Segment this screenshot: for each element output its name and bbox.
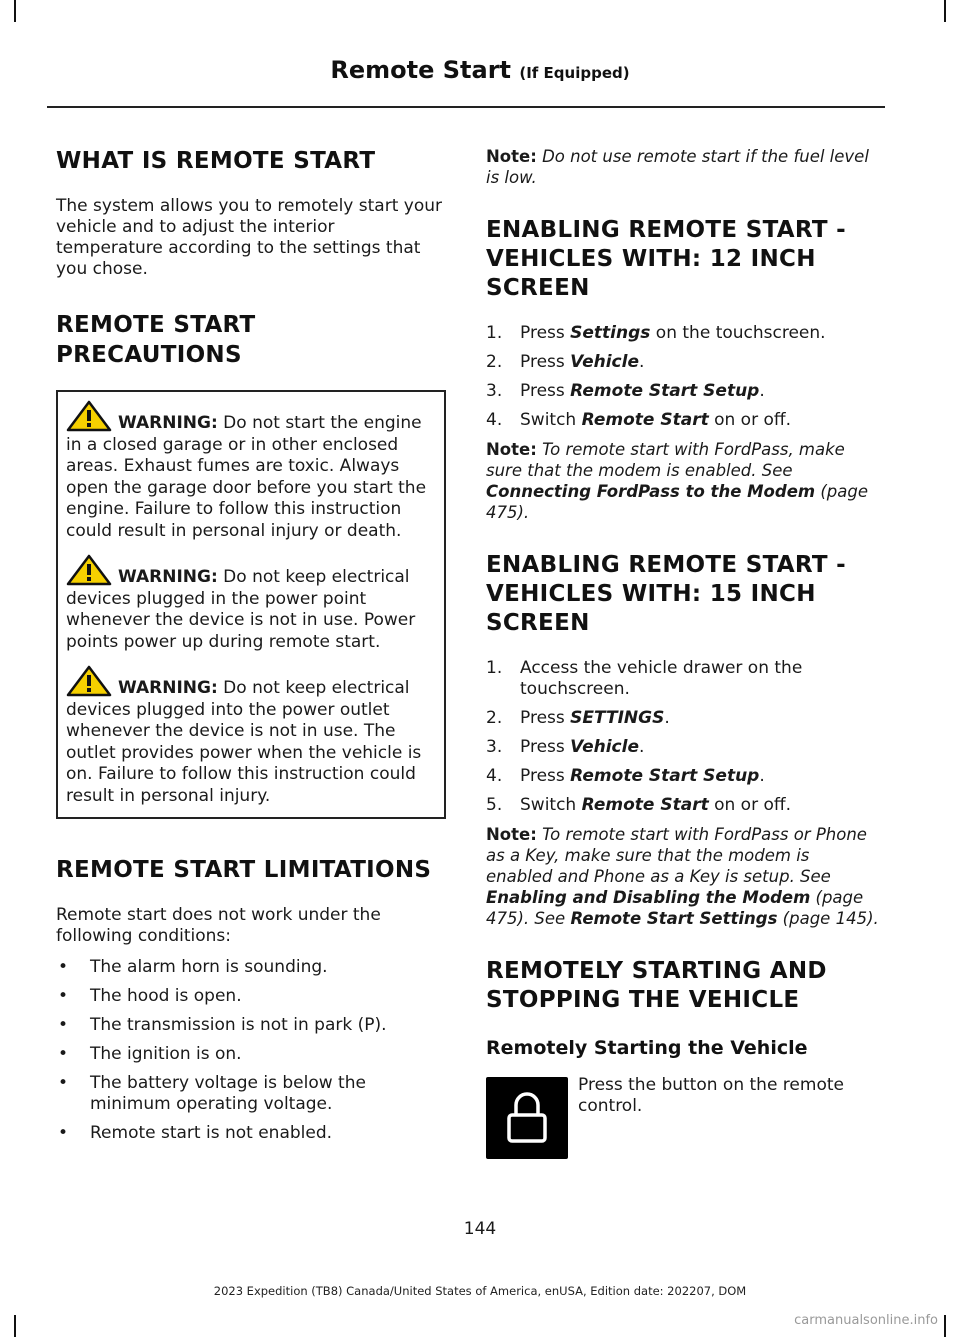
page-number: 144 bbox=[463, 1219, 497, 1239]
crop-mark bbox=[14, 0, 16, 22]
list-item: • The hood is open. bbox=[58, 986, 242, 1006]
heading-limitations: REMOTE START LIMITATIONS bbox=[56, 857, 432, 883]
link-enabling-modem[interactable]: Enabling and Disabling the Modem bbox=[486, 888, 811, 907]
left-column bbox=[56, 146, 446, 1152]
list-item: 4. Switch Remote Start on or off. bbox=[486, 410, 791, 430]
limitations-list bbox=[56, 957, 446, 1144]
list-item: • The ignition is on. bbox=[58, 1044, 242, 1064]
list-item: • Remote start is not enabled. bbox=[58, 1123, 333, 1143]
page-header bbox=[0, 56, 960, 84]
link-remote-start-settings[interactable]: Remote Start Settings bbox=[570, 909, 778, 928]
crop-mark bbox=[944, 0, 946, 22]
list-item: 3. Press Remote Start Setup. bbox=[486, 381, 765, 401]
crop-mark bbox=[944, 1315, 946, 1337]
list-item: 4. Press Remote Start Setup. bbox=[486, 766, 765, 786]
list-item: 5. Switch Remote Start on or off. bbox=[486, 795, 791, 815]
heading-enable-15inch: ENABLING REMOTE START - VEHICLES WITH: 15 INCH SCREEN bbox=[486, 552, 846, 636]
warning-triangle-icon bbox=[66, 400, 112, 432]
heading-what-is-remote-start: WHAT IS REMOTE START bbox=[56, 148, 376, 174]
warning-triangle-icon bbox=[66, 554, 112, 586]
heading-remotely-starting: REMOTELY STARTING AND STOPPING THE VEHICLE bbox=[486, 958, 827, 1013]
crop-mark bbox=[14, 1315, 16, 1337]
list-item: 1. Access the vehicle drawer on the touchscreen. bbox=[486, 658, 803, 699]
lock-icon bbox=[486, 1077, 568, 1159]
warning-box bbox=[56, 390, 446, 819]
note-fuel-level: Note: Do not use remote start if the fuel level is low. bbox=[486, 147, 869, 187]
right-column bbox=[486, 146, 881, 1165]
warning-3: WARNING: Do not keep electrical devices plugged into the power outlet whenever the device is not in use. The outlet provides power when the vehicle is on. Failure to follow this instruction could result in personal injury. bbox=[66, 665, 436, 807]
watermark: carmanualsonline.info bbox=[794, 1313, 938, 1328]
list-item: 2. Press SETTINGS. bbox=[486, 708, 670, 728]
header-divider bbox=[47, 106, 885, 108]
list-item: 1. Press Settings on the touchscreen. bbox=[486, 323, 826, 343]
heading-precautions: REMOTE START PRECAUTIONS bbox=[56, 312, 256, 368]
steps-12inch bbox=[486, 323, 881, 431]
remote-control-instruction bbox=[486, 1075, 881, 1165]
list-item: • The alarm horn is sounding. bbox=[58, 957, 328, 977]
warning-2: WARNING: Do not keep electrical devices plugged in the power point whenever the device is not in use. Power points power up during remote start. bbox=[66, 554, 436, 653]
subheading-remotely-starting: Remotely Starting the Vehicle bbox=[486, 1037, 808, 1059]
list-item: 2. Press Vehicle. bbox=[486, 352, 645, 372]
footer-edition: 2023 Expedition (TB8) Canada/United States of America, enUSA, Edition date: 202207, DOM bbox=[213, 1284, 747, 1298]
note-fordpass-modem: Note: To remote start with FordPass, make sure that the modem is enabled. See Connecting FordPass to the Modem (page 475). bbox=[486, 440, 868, 522]
heading-enable-12inch: ENABLING REMOTE START - VEHICLES WITH: 12 INCH SCREEN bbox=[486, 217, 846, 301]
list-item: • The transmission is not in park (P). bbox=[58, 1015, 387, 1035]
link-connecting-fordpass[interactable]: Connecting FordPass to the Modem bbox=[486, 482, 816, 501]
remote-control-text: Press the button on the remote control. bbox=[578, 1075, 844, 1116]
intro-paragraph: The system allows you to remotely start your vehicle and to adjust the interior temperature according to the settings that you chose. bbox=[56, 196, 442, 279]
note-phone-as-key: Note: To remote start with FordPass or Phone as a Key, make sure that the modem is enabled and Phone as a Key is setup. See Enabling and Disabling the Modem (page 475). See Remote Start Settings (page 145). bbox=[486, 825, 879, 928]
warning-1: WARNING: Do not start the engine in a closed garage or in other enclosed areas. Exhaust fumes are toxic. Always open the garage door before you start the engine. Failure to follow this instruction could result in personal injury or death. bbox=[66, 400, 436, 542]
header-title: Remote Start bbox=[330, 56, 512, 84]
header-subtitle: (If Equipped) bbox=[519, 64, 630, 82]
list-item: 3. Press Vehicle. bbox=[486, 737, 645, 757]
warning-triangle-icon bbox=[66, 665, 112, 697]
limitations-intro: Remote start does not work under the following conditions: bbox=[56, 905, 381, 946]
list-item: • The battery voltage is below the minimum operating voltage. bbox=[58, 1073, 366, 1114]
steps-15inch bbox=[486, 658, 881, 816]
